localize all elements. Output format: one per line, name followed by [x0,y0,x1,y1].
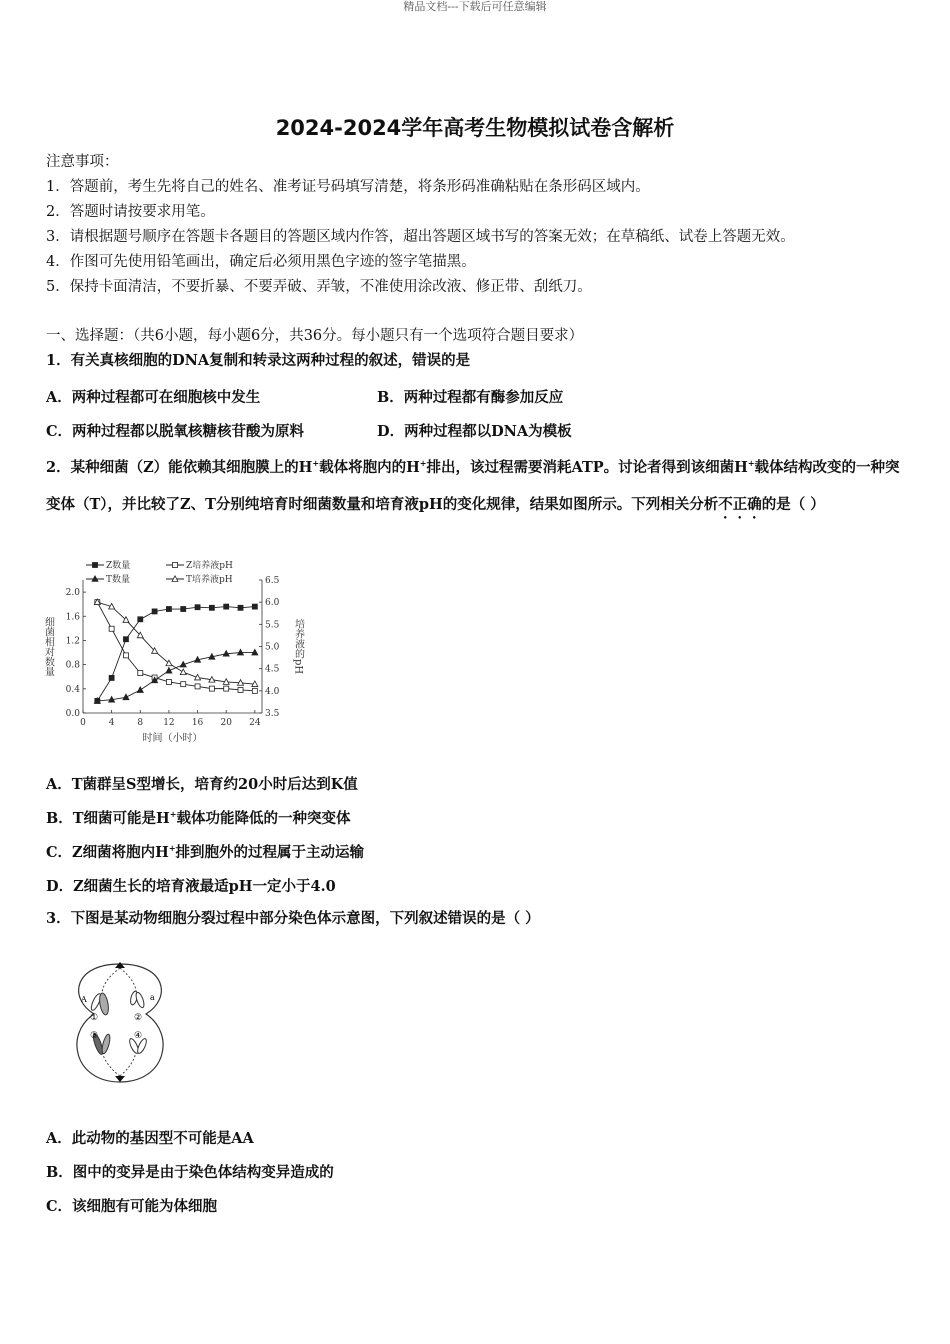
y-left-tick-label: 0.0 [65,709,80,719]
data-point [123,653,128,658]
q3-option-c: C．该细胞有可能为体细胞 [46,1198,218,1215]
chromosome-label-4: ④ [134,1031,143,1041]
chromosome-3-arm [101,1034,112,1055]
data-point [181,682,186,687]
y-left-axis-title: 细菌相对数量 [42,616,54,677]
y-right-tick-label: 6.5 [265,576,280,586]
data-point [238,687,243,692]
x-axis-title: 时间（小时） [142,733,203,744]
series-line-3 [97,653,255,701]
note-item: 1．答题前，考生先将自己的姓名、准考证号码填写清楚，将条形码准确粘贴在条形码区域内。 [46,179,650,195]
x-tick-label: 8 [137,718,144,728]
emphasis-not-correct: 不正确 [718,495,762,513]
y-left-tick-label: 0.4 [65,684,80,695]
note-item: 5．保持卡面清洁，不要折暴、不要弄破、弄皱，不准使用涂改液、修正带、刮纸刀。 [46,279,592,295]
chromosome-1-arm [98,992,110,1015]
q3-option-a: A．此动物的基因型不可能是AA [46,1130,254,1147]
legend-marker [93,563,98,568]
q1-option-a: A．两种过程都可在细胞核中发生 [46,389,261,406]
notes-heading: 注意事项： [46,154,119,170]
cell-membrane [77,964,163,1082]
y-right-tick-label: 6.0 [265,598,280,609]
q2-option-d: D．Z细菌生长的培育液最适pH一定小于4.0 [46,878,336,895]
centrosome-top [115,962,125,968]
chromosome-label-1: ① [90,1013,99,1023]
y-left-tick-label: 2.0 [65,588,80,599]
data-point [166,607,171,612]
question-2-stem: 2．某种细菌（Z）能依赖其细胞膜上的H+载体将胞内的H+排出，该过程需要消耗ATP。讨论者得到该细菌H+载体结构改变的一种突变体（T），并比较了Z、T分别纯培育时细菌数量和培育液pH的变化规律，结果如图所示。下列相关分析不正确的是（ ） [46,458,900,513]
legend-label: Z培养液pH [186,561,233,571]
data-point [152,609,157,614]
data-point [209,686,214,691]
data-point [252,688,257,693]
spindle-fiber [120,1050,136,1076]
chromosome-label-2: ② [134,1013,143,1023]
data-point [195,605,200,610]
data-point [109,675,114,680]
header-note: 精品文档---下载后可任意编辑 [403,0,547,13]
y-right-axis-title: 培养液的pH [292,618,304,675]
spindle-fiber [120,968,136,992]
note-item: 3．请根据题号顺序在答题卡各题目的答题区域内作答，超出答题区域书写的答案无效；在草稿纸、试卷上答题无效。 [46,229,795,245]
data-point [180,669,186,675]
data-point [252,604,257,609]
q1-option-b: B．两种过程都有酶参加反应 [377,389,564,406]
data-point [109,626,114,631]
cell-division-diagram [66,958,176,1088]
data-point [166,679,171,684]
x-tick-label: 4 [108,718,115,728]
legend-label: Z数量 [106,561,131,571]
data-point [137,687,143,693]
gene-label-A: A [81,995,87,1004]
legend-marker [173,563,178,568]
note-item: 2．答题时请按要求用笔。 [46,204,215,220]
data-point [123,637,128,642]
data-point [224,604,229,609]
q2-option-c: C．Z细菌将胞内H+排到胞外的过程属于主动运输 [46,843,365,861]
x-tick-label: 24 [249,718,261,728]
data-point [181,607,186,612]
x-tick-label: 12 [163,718,175,728]
y-left-tick-label: 1.6 [65,612,80,623]
data-point [238,605,243,610]
legend-label: T培养液pH [186,575,233,585]
data-point [138,617,143,622]
spindle-fiber [102,968,120,994]
y-right-tick-label: 5.5 [265,620,280,631]
note-item: 4．作图可先使用铅笔画出，确定后必须用黑色字迹的签字笔描黑。 [46,254,476,270]
data-point [224,686,229,691]
y-left-tick-label: 0.8 [65,660,80,671]
centrosome-bottom [115,1076,125,1082]
y-right-tick-label: 4.5 [265,664,280,675]
legend-label: T数量 [106,575,131,585]
data-point [209,605,214,610]
q2-option-b: B．T细菌可能是H+载体功能降低的一种突变体 [46,809,351,827]
y-right-tick-label: 4.0 [265,686,280,697]
x-tick-label: 20 [220,718,232,728]
data-point [195,684,200,689]
bacteria-growth-chart [40,558,320,748]
q1-option-d: D．两种过程都以DNA为模板 [377,423,572,440]
q3-option-b: B．图中的变异是由于染色体结构变异造成的 [46,1164,334,1181]
page-title: 2024-2024学年高考生物模拟试卷含解析 [275,116,675,140]
data-point [138,671,143,676]
gene-label-a: a [150,993,155,1002]
question-1-stem: 1．有关真核细胞的DNA复制和转录这两种过程的叙述，错误的是 [46,352,471,369]
question-3-stem: 3．下图是某动物细胞分裂过程中部分染色体示意图，下列叙述错误的是（ ） [46,910,540,927]
y-right-tick-label: 5.0 [265,642,280,653]
series-line-4 [97,602,255,684]
q1-option-c: C．两种过程都以脱氧核糖核苷酸为原料 [46,423,305,440]
y-left-tick-label: 1.2 [65,636,80,647]
section-heading: 一、选择题：（共6小题，每小题6分，共36分。每小题只有一个选项符合题目要求） [46,328,584,344]
x-tick-label: 16 [191,718,204,728]
y-right-tick-label: 3.5 [265,709,280,719]
data-point [123,694,129,700]
q2-option-a: A．T菌群呈S型增长，培育约20小时后达到K值 [46,776,358,793]
chromosome-label-3: ③ [90,1031,99,1041]
x-tick-label: 0 [80,718,86,728]
